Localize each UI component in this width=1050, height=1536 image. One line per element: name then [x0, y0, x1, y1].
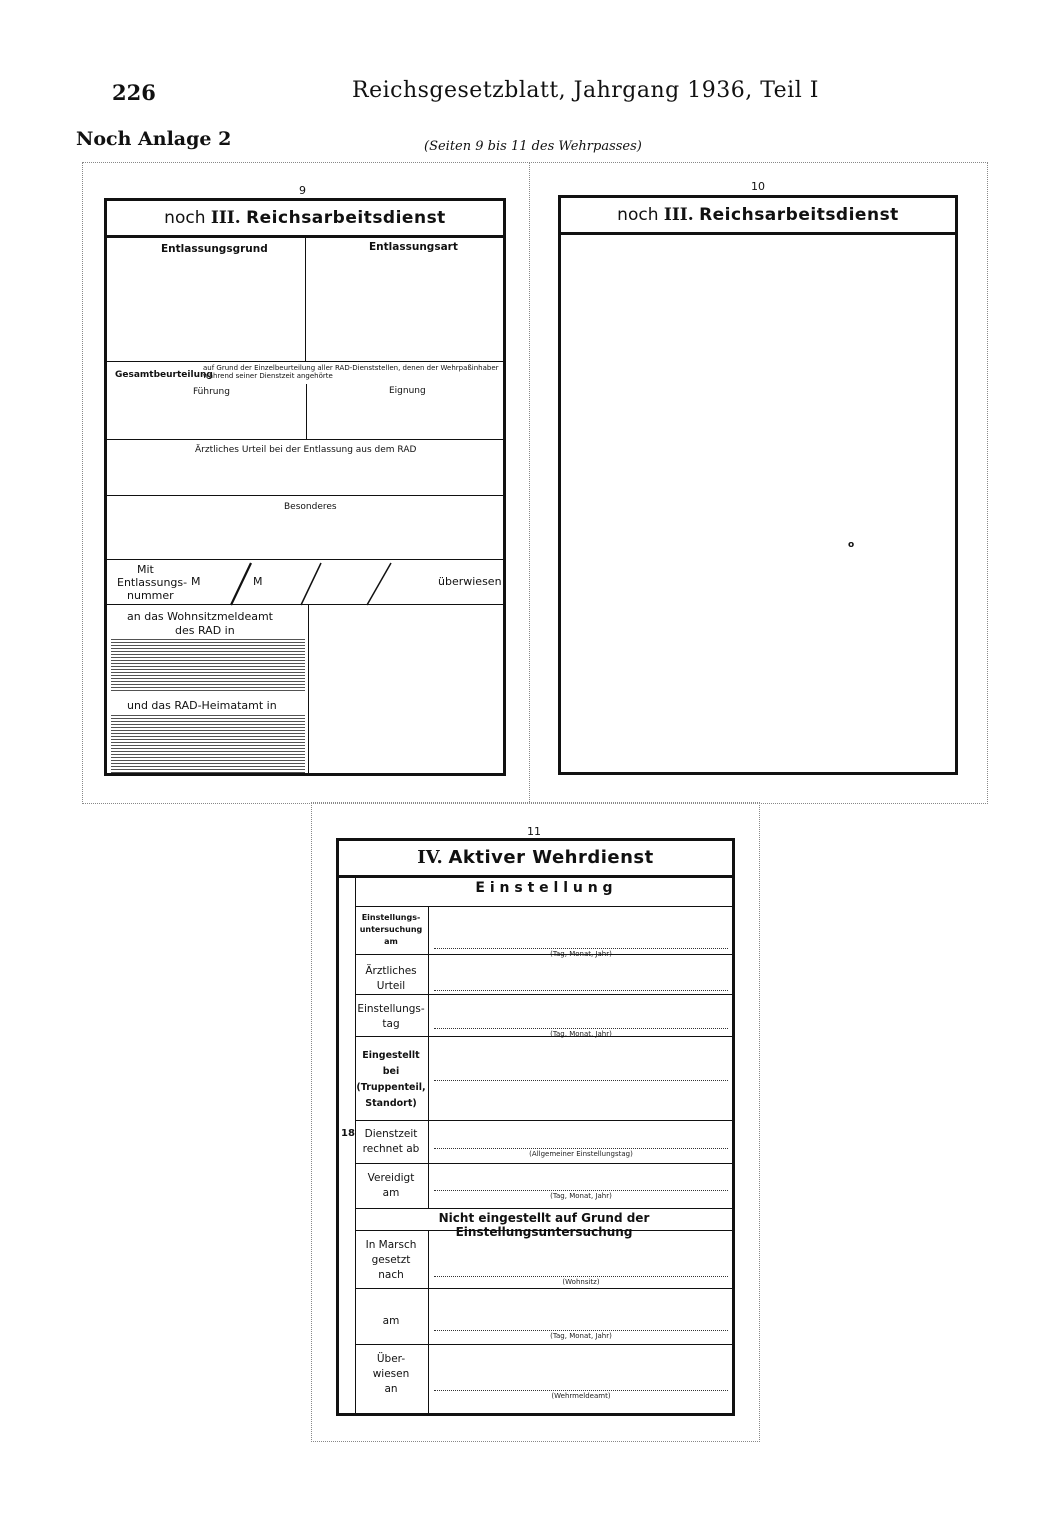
nummer-label: nummer [127, 589, 174, 602]
spread-divider [529, 162, 530, 802]
caption-date: (Tag, Monat, Jahr) [550, 1332, 612, 1340]
entlassungs-label: Entlassungs- [117, 576, 188, 589]
divider [305, 238, 306, 362]
caption-allgemeiner: (Allgemeiner Einstellungstag) [529, 1150, 633, 1158]
des-rad-label: des RAD in [175, 624, 235, 637]
stray-mark: o [848, 540, 855, 550]
divider [356, 954, 732, 955]
dienstzeit-label: Dienstzeit rechnet ab [362, 1128, 420, 1155]
einstellung-table [356, 878, 732, 1414]
divider [356, 1120, 732, 1121]
entry-line [434, 1028, 728, 1029]
page-number: 226 [112, 80, 156, 105]
divider [107, 604, 503, 605]
page9-title-prefix: noch [164, 208, 206, 228]
page9-number: 9 [299, 184, 306, 197]
page11-title [339, 841, 732, 878]
wohnsitzmeldeamt-label: an das Wohnsitzmeldeamt [127, 610, 273, 623]
page10-number: 10 [751, 180, 765, 193]
heimatamt-label: und das RAD-Heimatamt in [127, 699, 277, 712]
entry-line [434, 1330, 728, 1331]
pages-note: (Seiten 9 bis 11 des Wehrpasses) [424, 139, 642, 154]
divider [107, 495, 503, 496]
eingestellt-label: Eingestellt bei (Truppenteil, Standort) [356, 1050, 426, 1109]
entlassungsnummer-slashes [217, 561, 407, 607]
eignung-label: Eignung [389, 386, 426, 396]
entry-line [434, 948, 728, 949]
page10-title-text: Reichsarbeitsdienst [699, 205, 899, 225]
label-column-divider [428, 1230, 429, 1414]
page10-title-prefix: noch [617, 205, 659, 225]
page10-title [561, 198, 955, 235]
entry-line [434, 1390, 728, 1391]
vereidigt-label: Vereidigt am [367, 1172, 415, 1199]
page11-title-roman: IV. [417, 847, 443, 868]
caption-date: (Tag, Monat, Jahr) [550, 1030, 612, 1038]
journal-title: Reichsgesetzblatt, Jahrgang 1936, Teil I [352, 78, 819, 103]
page11-title-text: Aktiver Wehrdienst [448, 847, 654, 868]
besonderes-label: Besonderes [284, 502, 337, 512]
am-label: am [382, 1315, 400, 1327]
page10-title-roman: III. [663, 205, 694, 225]
divider [107, 361, 503, 362]
einstellungstag-label: Einstellungs- tag [357, 1003, 425, 1030]
gesamtbeurteilung-note: auf Grund der Einzelbeurteilung aller RAD-Dienststellen, denen der Wehrpaßinhaber während seiner Dienstzeit angehörte [203, 364, 499, 380]
untersuchung-label: Einstellungs- untersuchung am [359, 913, 423, 946]
divider [306, 384, 307, 439]
fuehrung-label: Führung [193, 387, 230, 397]
entlassungsart-label: Entlassungsart [369, 241, 458, 253]
caption-wehrmeldeamt: (Wehrmeldeamt) [551, 1392, 611, 1400]
page11-card [336, 838, 735, 1416]
entry-line [434, 990, 728, 991]
ueberwiesen-an-label: Über- wiesen an [372, 1353, 410, 1395]
side-number: 18 [341, 1128, 355, 1139]
entry-line [434, 1148, 728, 1149]
divider [356, 906, 732, 907]
page9-title [107, 201, 503, 238]
caption-wohnsitz: (Wohnsitz) [562, 1278, 600, 1286]
divider [356, 994, 732, 995]
einstellung-heading: E i n s t e l l u n g [475, 880, 613, 896]
hatch-area [111, 639, 305, 691]
divider [107, 439, 503, 440]
page10-card [558, 195, 958, 775]
marsch-label: In Marsch gesetzt nach [365, 1239, 417, 1281]
divider [308, 604, 309, 774]
aerztliches-urteil-label: Ärztliches Urteil bei der Entlassung aus dem RAD [195, 445, 417, 455]
mit-label: Mit [137, 563, 154, 576]
divider [356, 1344, 732, 1345]
page9-title-roman: III. [210, 208, 241, 228]
ueberwiesen-label: überwiesen [438, 575, 502, 588]
divider [356, 1288, 732, 1289]
divider [356, 1036, 732, 1037]
m2-label: M [253, 575, 263, 588]
entry-line [434, 1080, 728, 1081]
anlage-label: Noch Anlage 2 [76, 128, 232, 150]
page11-number: 11 [527, 825, 541, 838]
divider [356, 1208, 732, 1209]
entry-line [434, 1276, 728, 1277]
entlassungsgrund-label: Entlassungsgrund [161, 243, 268, 255]
page9-title-text: Reichsarbeitsdienst [246, 208, 446, 228]
entry-line [434, 1190, 728, 1191]
caption-date: (Tag, Monat, Jahr) [550, 1192, 612, 1200]
divider [107, 559, 503, 560]
aerztliches-label: Ärztliches Urteil [365, 965, 417, 992]
nicht-eingestellt-heading: Nicht eingestellt auf Grund der Einstellungsuntersuchung [438, 1211, 650, 1239]
page9-card [104, 198, 506, 776]
m1-label: M [191, 575, 201, 588]
gesamtbeurteilung-label: Gesamtbeurteilung [115, 370, 213, 380]
caption-date: (Tag, Monat, Jahr) [550, 950, 612, 958]
divider [356, 1230, 732, 1231]
hatch-area [111, 715, 305, 773]
divider [356, 1163, 732, 1164]
